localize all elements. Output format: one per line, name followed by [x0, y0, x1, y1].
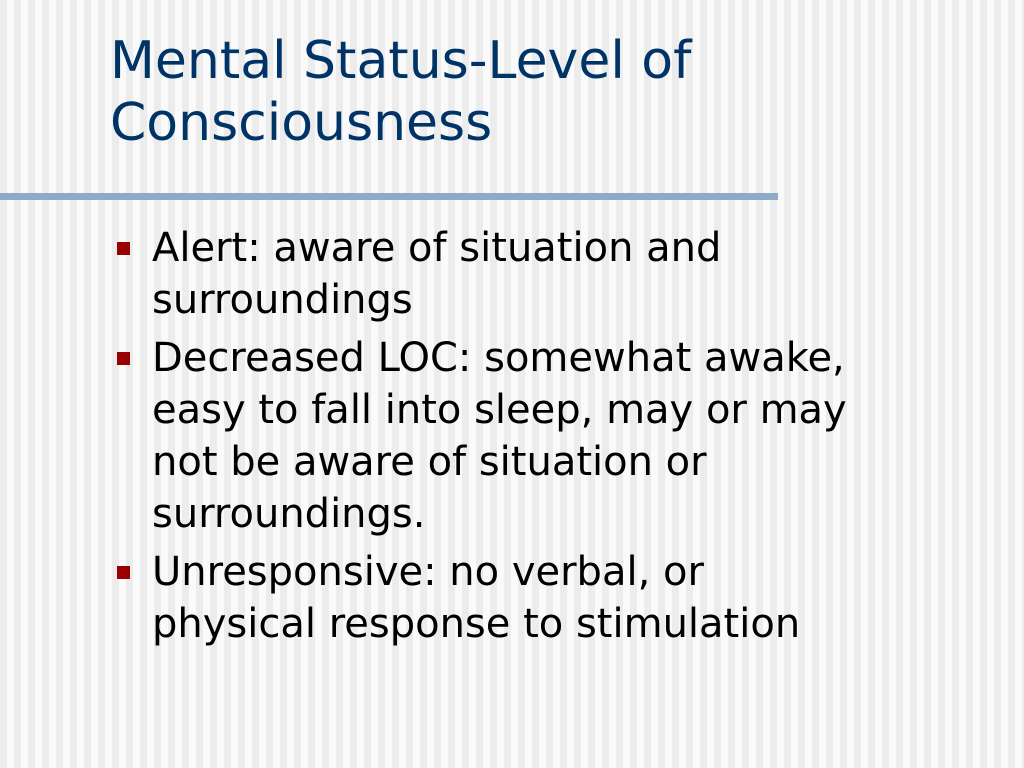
bullet-item: [0, 222, 1024, 326]
bullet-item: [0, 546, 1024, 650]
bullet-text: Decreased LOC: somewhat awake, easy to fall into sleep, may or may not be aware of situation or surroundings.: [152, 335, 847, 537]
bullet-item: [0, 332, 1024, 540]
slide-title: [110, 30, 990, 154]
slide-title-line: Consciousness: [110, 93, 493, 153]
bullet-text: Alert: aware of situation and surroundings: [152, 225, 722, 323]
square-bullet-icon: [117, 352, 130, 365]
square-bullet-icon: [117, 242, 130, 255]
title-divider: [0, 193, 778, 200]
bullet-text: Unresponsive: no verbal, or physical response to stimulation: [152, 549, 801, 647]
slide-title-line: Mental Status-Level of: [110, 31, 692, 91]
bullet-list: [0, 222, 1024, 656]
square-bullet-icon: [117, 566, 130, 579]
